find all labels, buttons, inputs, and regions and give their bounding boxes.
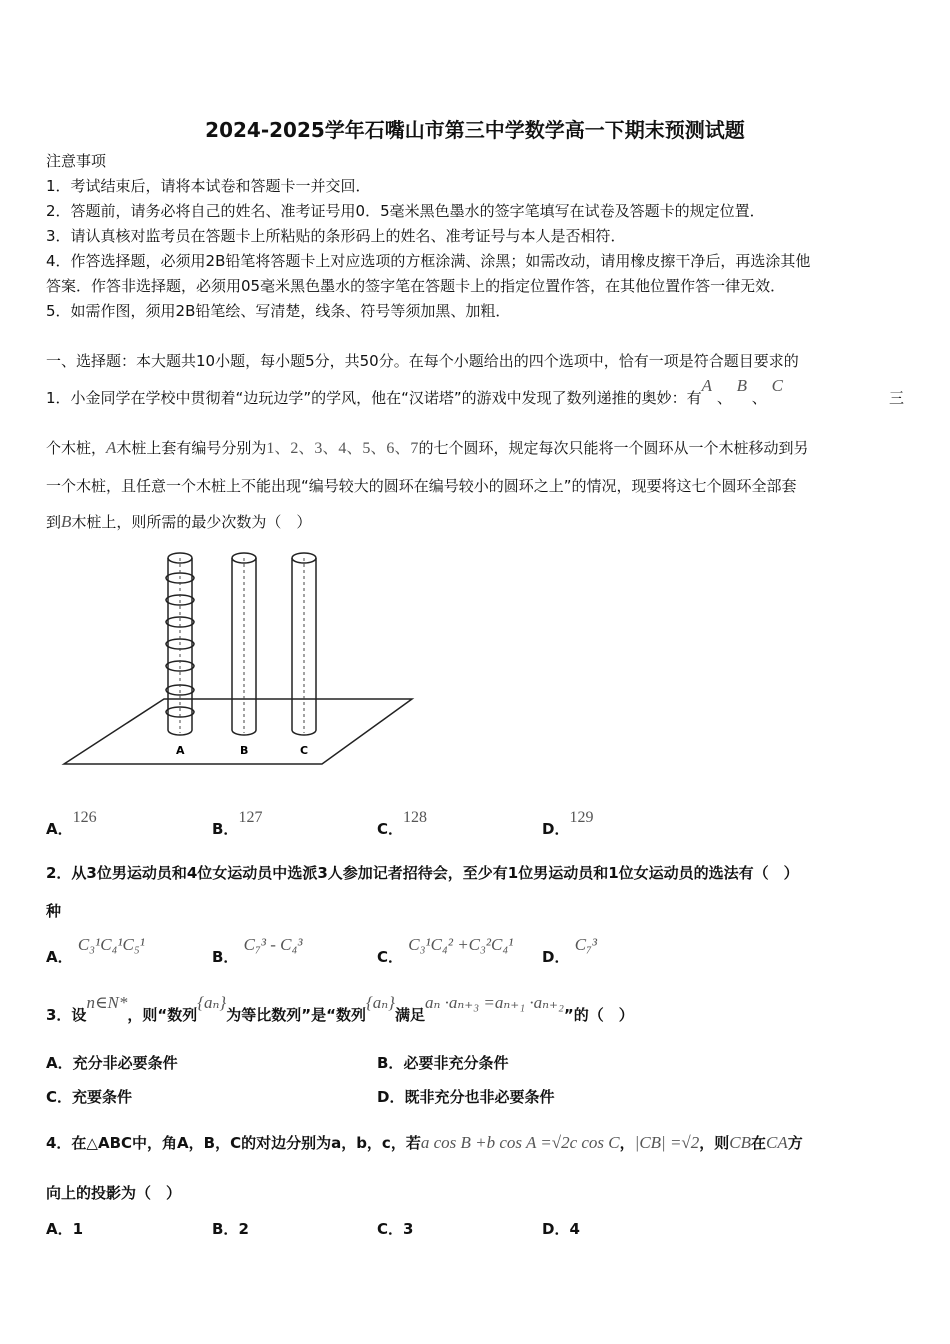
q1-text: 个木桩，	[46, 439, 107, 457]
option-label: B．	[377, 1054, 404, 1072]
q1-option-b[interactable]	[212, 809, 263, 839]
q2-option-c[interactable]	[377, 935, 514, 967]
peg-label-c: C	[300, 744, 309, 757]
option-value: C₃¹C₄² +C₃²C₄¹	[408, 935, 514, 954]
q4-text: ，	[619, 1134, 635, 1152]
option-label: D．	[542, 948, 570, 966]
q1-text: 1．小金同学在学校中贯彻着“边玩边学”的学风，他在“汉诺塔”的游戏中发现了数列递推的奥妙：有	[46, 389, 702, 407]
option-value: C₃¹C₄¹C₅¹	[77, 935, 145, 954]
option-label: C．	[46, 1088, 73, 1106]
math-numbers: 1、2、3、4、5、6、7	[266, 440, 419, 457]
option-label: C．	[377, 820, 404, 838]
q2-text: 种	[46, 902, 62, 920]
option-value: 既非充分也非必要条件	[404, 1088, 555, 1106]
q3-option-c[interactable]	[46, 1086, 132, 1107]
hanoi-figure	[60, 548, 420, 770]
math-n-in-n: n∈N*	[86, 993, 128, 1012]
q1-option-c[interactable]	[377, 809, 428, 839]
option-value: 充要条件	[72, 1088, 133, 1106]
math-equation: a cos B +b cos A =√2c cos C	[420, 1133, 620, 1152]
math-C: C	[771, 376, 783, 395]
q3-text: 3．设	[46, 1006, 87, 1024]
option-value: 充分非必要条件	[72, 1054, 178, 1072]
option-label: B．	[212, 820, 239, 838]
q1-text: 的七个圆环，规定每次只能将一个圆环从一个木桩移动到另	[418, 439, 809, 457]
q1-option-d[interactable]	[542, 809, 594, 839]
option-value: 必要非充分条件	[403, 1054, 509, 1072]
q1-option-a[interactable]	[46, 809, 97, 839]
note-item: 4．作答选择题，必须用2B铅笔将答题卡上对应选项的方框涂满、涂黑；如需改动，请用橡皮擦干净后，再选涂其他	[46, 252, 811, 270]
q1-text: 一个木桩，且任意一个木桩上不能出现“编号较大的圆环在编号较小的圆环之上”的情况，现要将这七个圆环全部套	[46, 477, 797, 495]
note-item: 1．考试结束后，请将本试卷和答题卡一并交回．	[46, 177, 371, 195]
option-value: 127	[238, 809, 263, 826]
q4-text: 在	[751, 1134, 767, 1152]
q1-text: 木桩上，则所需的最少次数为（ ）	[71, 513, 312, 531]
sep: 、	[751, 389, 767, 407]
math-B: B	[61, 512, 72, 531]
note-item: 5．如需作图，须用2B铅笔绘、写清楚，线条、符号等须加黑、加粗．	[46, 302, 511, 320]
q4-option-d[interactable]	[542, 1218, 580, 1239]
option-label: A．	[46, 1054, 73, 1072]
q3-option-b[interactable]	[377, 1052, 508, 1073]
q3-text: 为等比数列”是“数列	[226, 1006, 366, 1024]
math-A: A	[701, 376, 713, 395]
math-vector-ca: CA	[766, 1133, 788, 1152]
q3-option-d[interactable]	[377, 1086, 554, 1107]
option-value: C₇³ - C₄³	[243, 935, 303, 954]
option-value: 3	[403, 1220, 414, 1238]
math-B: B	[736, 376, 747, 395]
math-sequence: {aₙ}	[365, 993, 395, 1012]
q4-option-b[interactable]	[212, 1218, 249, 1239]
q4-text: ，则	[699, 1134, 730, 1152]
q4-text: 方	[787, 1134, 803, 1152]
q1-text: 木桩上套有编号分别为	[116, 439, 267, 457]
option-label: A．	[46, 948, 73, 966]
q3-text: 满足	[394, 1006, 425, 1024]
option-value: 126	[72, 809, 97, 826]
math-condition: aₙ ·aₙ₊₃ =aₙ₊₁ ·aₙ₊₂	[424, 993, 564, 1012]
peg-label-b: B	[240, 744, 249, 757]
option-value: 1	[72, 1220, 84, 1238]
q3-text: ”的（ ）	[563, 1006, 634, 1024]
sep: 、	[716, 389, 732, 407]
q1-text: 到	[46, 513, 62, 531]
option-value: 2	[238, 1220, 249, 1238]
q2-option-a[interactable]	[46, 935, 145, 967]
option-value: C₇³	[574, 935, 598, 954]
math-A: A	[106, 438, 117, 457]
note-item: 答案．作答非选择题，必须用05毫米黑色墨水的签字笔在答题卡上的指定位置作答，在其他位置作答一律无效．	[46, 277, 786, 295]
math-vector-cb: CB	[729, 1133, 752, 1152]
option-label: B．	[212, 948, 239, 966]
page-title: 2024-2025学年石嘴山市第三中学数学高一下期末预测试题	[205, 118, 745, 142]
option-label: C．	[377, 1220, 404, 1238]
option-label: A．	[46, 1220, 73, 1238]
q4-option-c[interactable]	[377, 1218, 413, 1239]
q4-text: 4．在△ABC中，角A，B，C的对边分别为a，b，c，若	[46, 1134, 421, 1152]
option-value: 4	[569, 1220, 580, 1238]
q2-text: 2．从3位男运动员和4位女运动员中选派3人参加记者招待会，至少有1位男运动员和1位女运动员的选法有（ ）	[46, 864, 799, 882]
math-sequence: {aₙ}	[197, 993, 227, 1012]
section-heading: 一、选择题：本大题共10小题，每小题5分，共50分。在每个小题给出的四个选项中，恰有一项是符合题目要求的	[46, 352, 799, 370]
q3-text: ，则“数列	[127, 1006, 198, 1024]
option-label: B．	[212, 1220, 239, 1238]
option-label: D．	[542, 1220, 570, 1238]
note-item: 2．答题前，请务必将自己的姓名、准考证号用0．5毫米黑色墨水的签字笔填写在试卷及答题卡的规定位置．	[46, 202, 765, 220]
option-label: C．	[377, 948, 404, 966]
math-length: |CB| =√2	[634, 1133, 700, 1152]
option-label: A．	[46, 820, 73, 838]
q1-text: 三	[889, 389, 905, 407]
note-item: 3．请认真核对监考员在答题卡上所粘贴的条形码上的姓名、准考证号与本人是否相符．	[46, 227, 626, 245]
option-value: 128	[403, 809, 428, 826]
notes-heading: 注意事项	[46, 152, 107, 170]
option-label: D．	[377, 1088, 405, 1106]
option-value: 129	[569, 809, 594, 826]
q2-option-d[interactable]	[542, 935, 598, 967]
option-label: D．	[542, 820, 570, 838]
q2-option-b[interactable]	[212, 935, 303, 967]
q3-option-a[interactable]	[46, 1052, 178, 1073]
peg-label-a: A	[176, 744, 185, 757]
q4-text: 向上的投影为（ ）	[46, 1184, 182, 1202]
q4-option-a[interactable]	[46, 1218, 83, 1239]
